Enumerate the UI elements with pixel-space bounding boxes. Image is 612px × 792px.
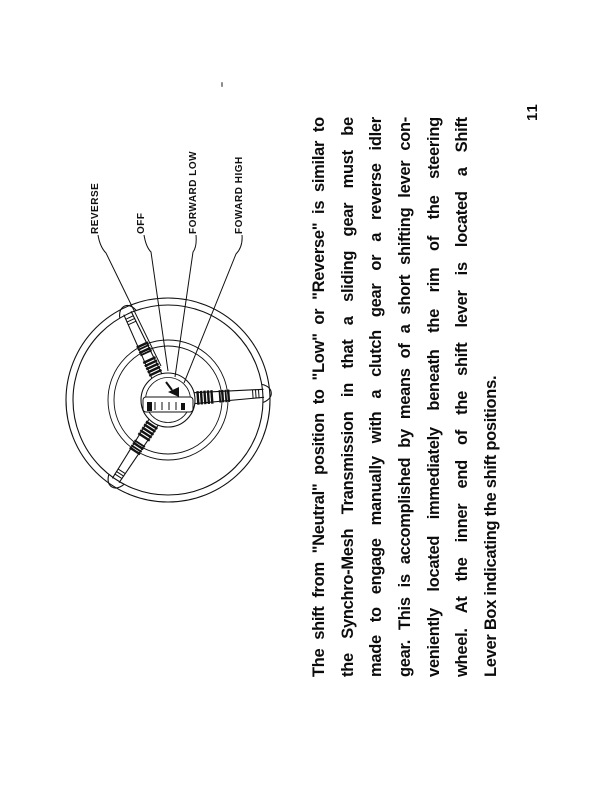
shift-lever-box xyxy=(143,397,193,412)
body-text-line: veniently located immediately beneath the rim of the steering xyxy=(425,117,443,677)
shift-position-label-forward-low: FORWARD LOW xyxy=(188,150,199,234)
body-text-line: wheel. At the inner end of the shift lever is located a Shift xyxy=(453,117,471,677)
shift-position-label-foward-high: FOWARD HIGH xyxy=(234,156,245,234)
body-text-line: The shift from "Neutral" position to "Low" or "Reverse" is similar to xyxy=(310,117,328,677)
leader-lines xyxy=(98,235,242,383)
leader-line-off xyxy=(144,235,168,371)
wheel-spoke-2 xyxy=(191,384,272,408)
wheel-spoke-1 xyxy=(116,302,166,382)
body-text-line: gear. This is accomplished by means of a short shifting lever con- xyxy=(396,117,414,677)
scan-artifact-mark xyxy=(221,82,223,87)
wheel-spoke-3 xyxy=(104,415,162,491)
body-text-line: Lever Box indicating the shift positions. xyxy=(482,375,500,677)
steering-wheel xyxy=(66,298,272,502)
shift-position-label-reverse: REVERSE xyxy=(90,182,101,234)
page-number: 11 xyxy=(524,103,541,121)
body-text-line: the Synchro-Mesh Transmission in that a sliding gear must be xyxy=(339,117,357,677)
body-text-line: made to engage manually with a clutch gear or a reverse idler xyxy=(367,117,385,677)
shift-position-label-off: OFF xyxy=(136,212,147,234)
